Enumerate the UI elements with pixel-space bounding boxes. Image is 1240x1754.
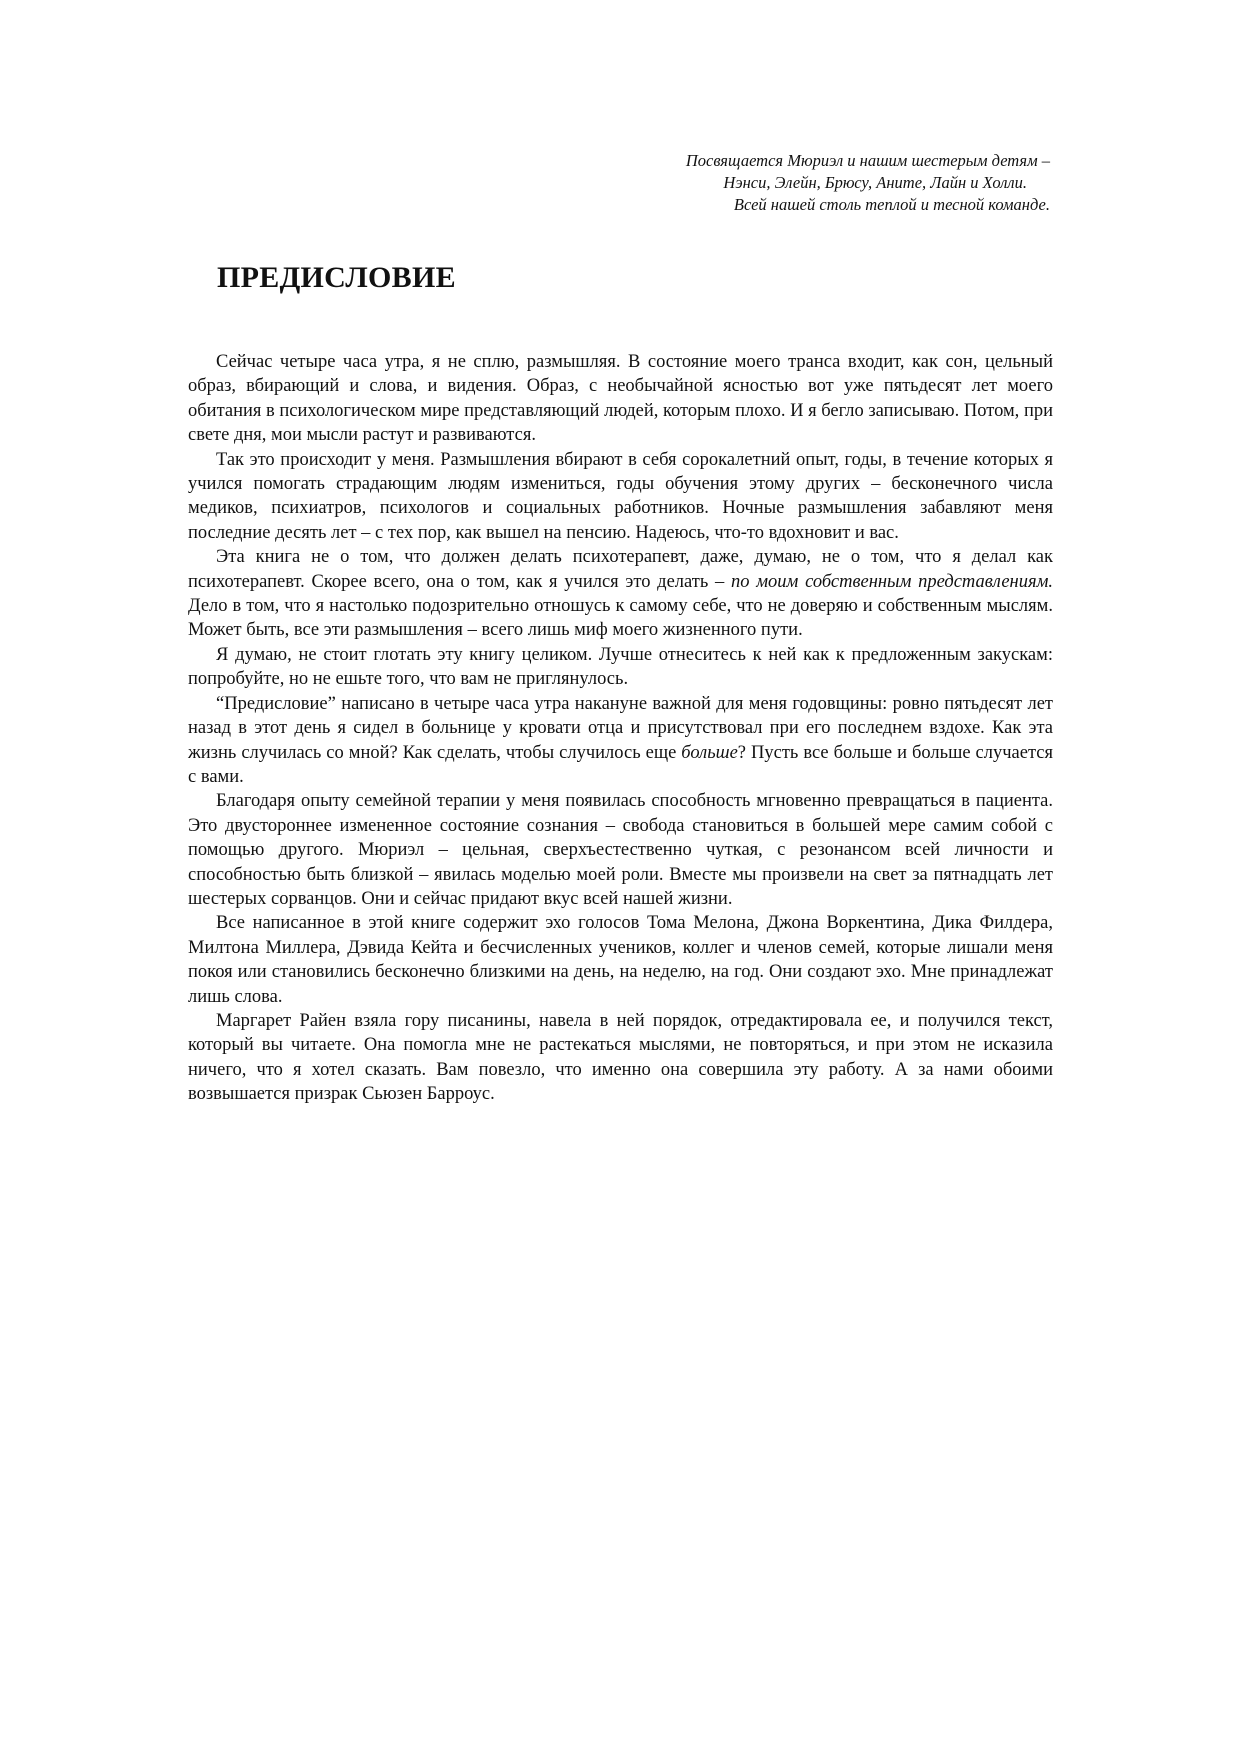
paragraph-5-text-a: “Предисловие” написано в четыре часа утра накануне важной для меня годовщины: ровно пятьдесят лет назад в этот день я сидел в больнице у кровати отца и присутствовал при его последнем вздохе. Как эта жизнь случилась со мной? Как сделать, чтобы случилось еще <box>188 693 1053 763</box>
paragraph-5-emphasis: больше <box>681 742 738 763</box>
dedication-line-3: Всей нашей столь теплой и тесной команде. <box>733 195 1050 214</box>
paragraph-3-emphasis: по моим собственным представлениям. <box>731 571 1053 592</box>
paragraph-3-text-a: Эта книга не о том, что должен делать психотерапевт, даже, думаю, не о том, что я делал как психотерапевт. Скорее всего, она о том, как я учился это делать – <box>188 547 1053 592</box>
paragraph-8: Маргарет Райен взяла гору писанины, навела в ней порядок, отредактировала ее, и получился текст, который вы читаете. Она помогла мне не растекаться мыслями, не повторяться, и при этом не исказила ничего, что я хотел сказать. Вам повезло, что именно она совершила эту работу. А за нами обоими возвышается призрак Сьюзен Барроус. <box>188 1010 1053 1105</box>
paragraph-6: Благодаря опыту семейной терапии у меня появилась способность мгновенно превращаться в пациента. Это двустороннее измененное состояние сознания – свобода становиться в большей мере самим собой с помощью другого. Мюриэл – цельная, сверхъестественно чуткая, с резонансом всей личности и способностью быть близкой – явилась моделью моей роли. Вместе мы произвели на свет за пятнадцать лет шестерых сорванцов. Они и сейчас придают вкус всей нашей жизни. <box>188 791 1053 909</box>
preface-body <box>188 350 1053 1107</box>
dedication <box>410 150 1050 216</box>
paragraph-3-text-b: Дело в том, что я настолько подозрительно отношусь к самому себе, что не доверяю и собственным мыслям. Может быть, все эти размышления – всего лишь миф моего жизненного пути. <box>188 596 1053 641</box>
paragraph-1: Сейчас четыре часа утра, я не сплю, размышляя. В состояние моего транса входит, как сон, цельный образ, вбирающий и слова, и видения. Образ, с необычайной ясностью вот уже пятьдесят лет моего обитания в психологическом мире представляющий людей, которым плохо. И я бегло записываю. Потом, при свете дня, мои мысли растут и развиваются. <box>188 352 1053 446</box>
dedication-line-2: Нэнси, Элейн, Брюсу, Аните, Лайн и Холли. <box>723 173 1027 192</box>
paragraph-2: Так это происходит у меня. Размышления вбирают в себя сорокалетний опыт, годы, в течение которых я учился помогать страдающим людям измениться, годы обучения этому других – бесконечного числа медиков, психиатров, психологов и социальных работников. Ночные размышления забавляют меня последние десять лет – с тех пор, как вышел на пенсию. Надеюсь, что-то вдохновит и вас. <box>188 449 1053 543</box>
paragraph-7: Все написанное в этой книге содержит эхо голосов Тома Мелона, Джона Воркентина, Дика Филдера, Милтона Миллера, Дэвида Кейта и бесчисленных учеников, коллег и членов семей, которые лишали меня покоя или становились бесконечно близкими на день, на неделю, на год. Они создают эхо. Мне принадлежат лишь слова. <box>188 913 1053 1007</box>
paragraph-3 <box>188 545 1053 643</box>
paragraph-5 <box>188 692 1053 790</box>
dedication-line-1: Посвящается Мюриэл и нашим шестерым детям – <box>685 151 1050 170</box>
paragraph-5-text-b: ? Пусть все больше и больше случается с вами. <box>188 742 1053 787</box>
paragraph-4: Я думаю, не стоит глотать эту книгу целиком. Лучше отнеситесь к ней как к предложенным закускам: попробуйте, но не ешьте того, что вам не приглянулось. <box>188 644 1053 690</box>
page-title: ПРЕДИСЛОВИЕ <box>217 261 456 294</box>
